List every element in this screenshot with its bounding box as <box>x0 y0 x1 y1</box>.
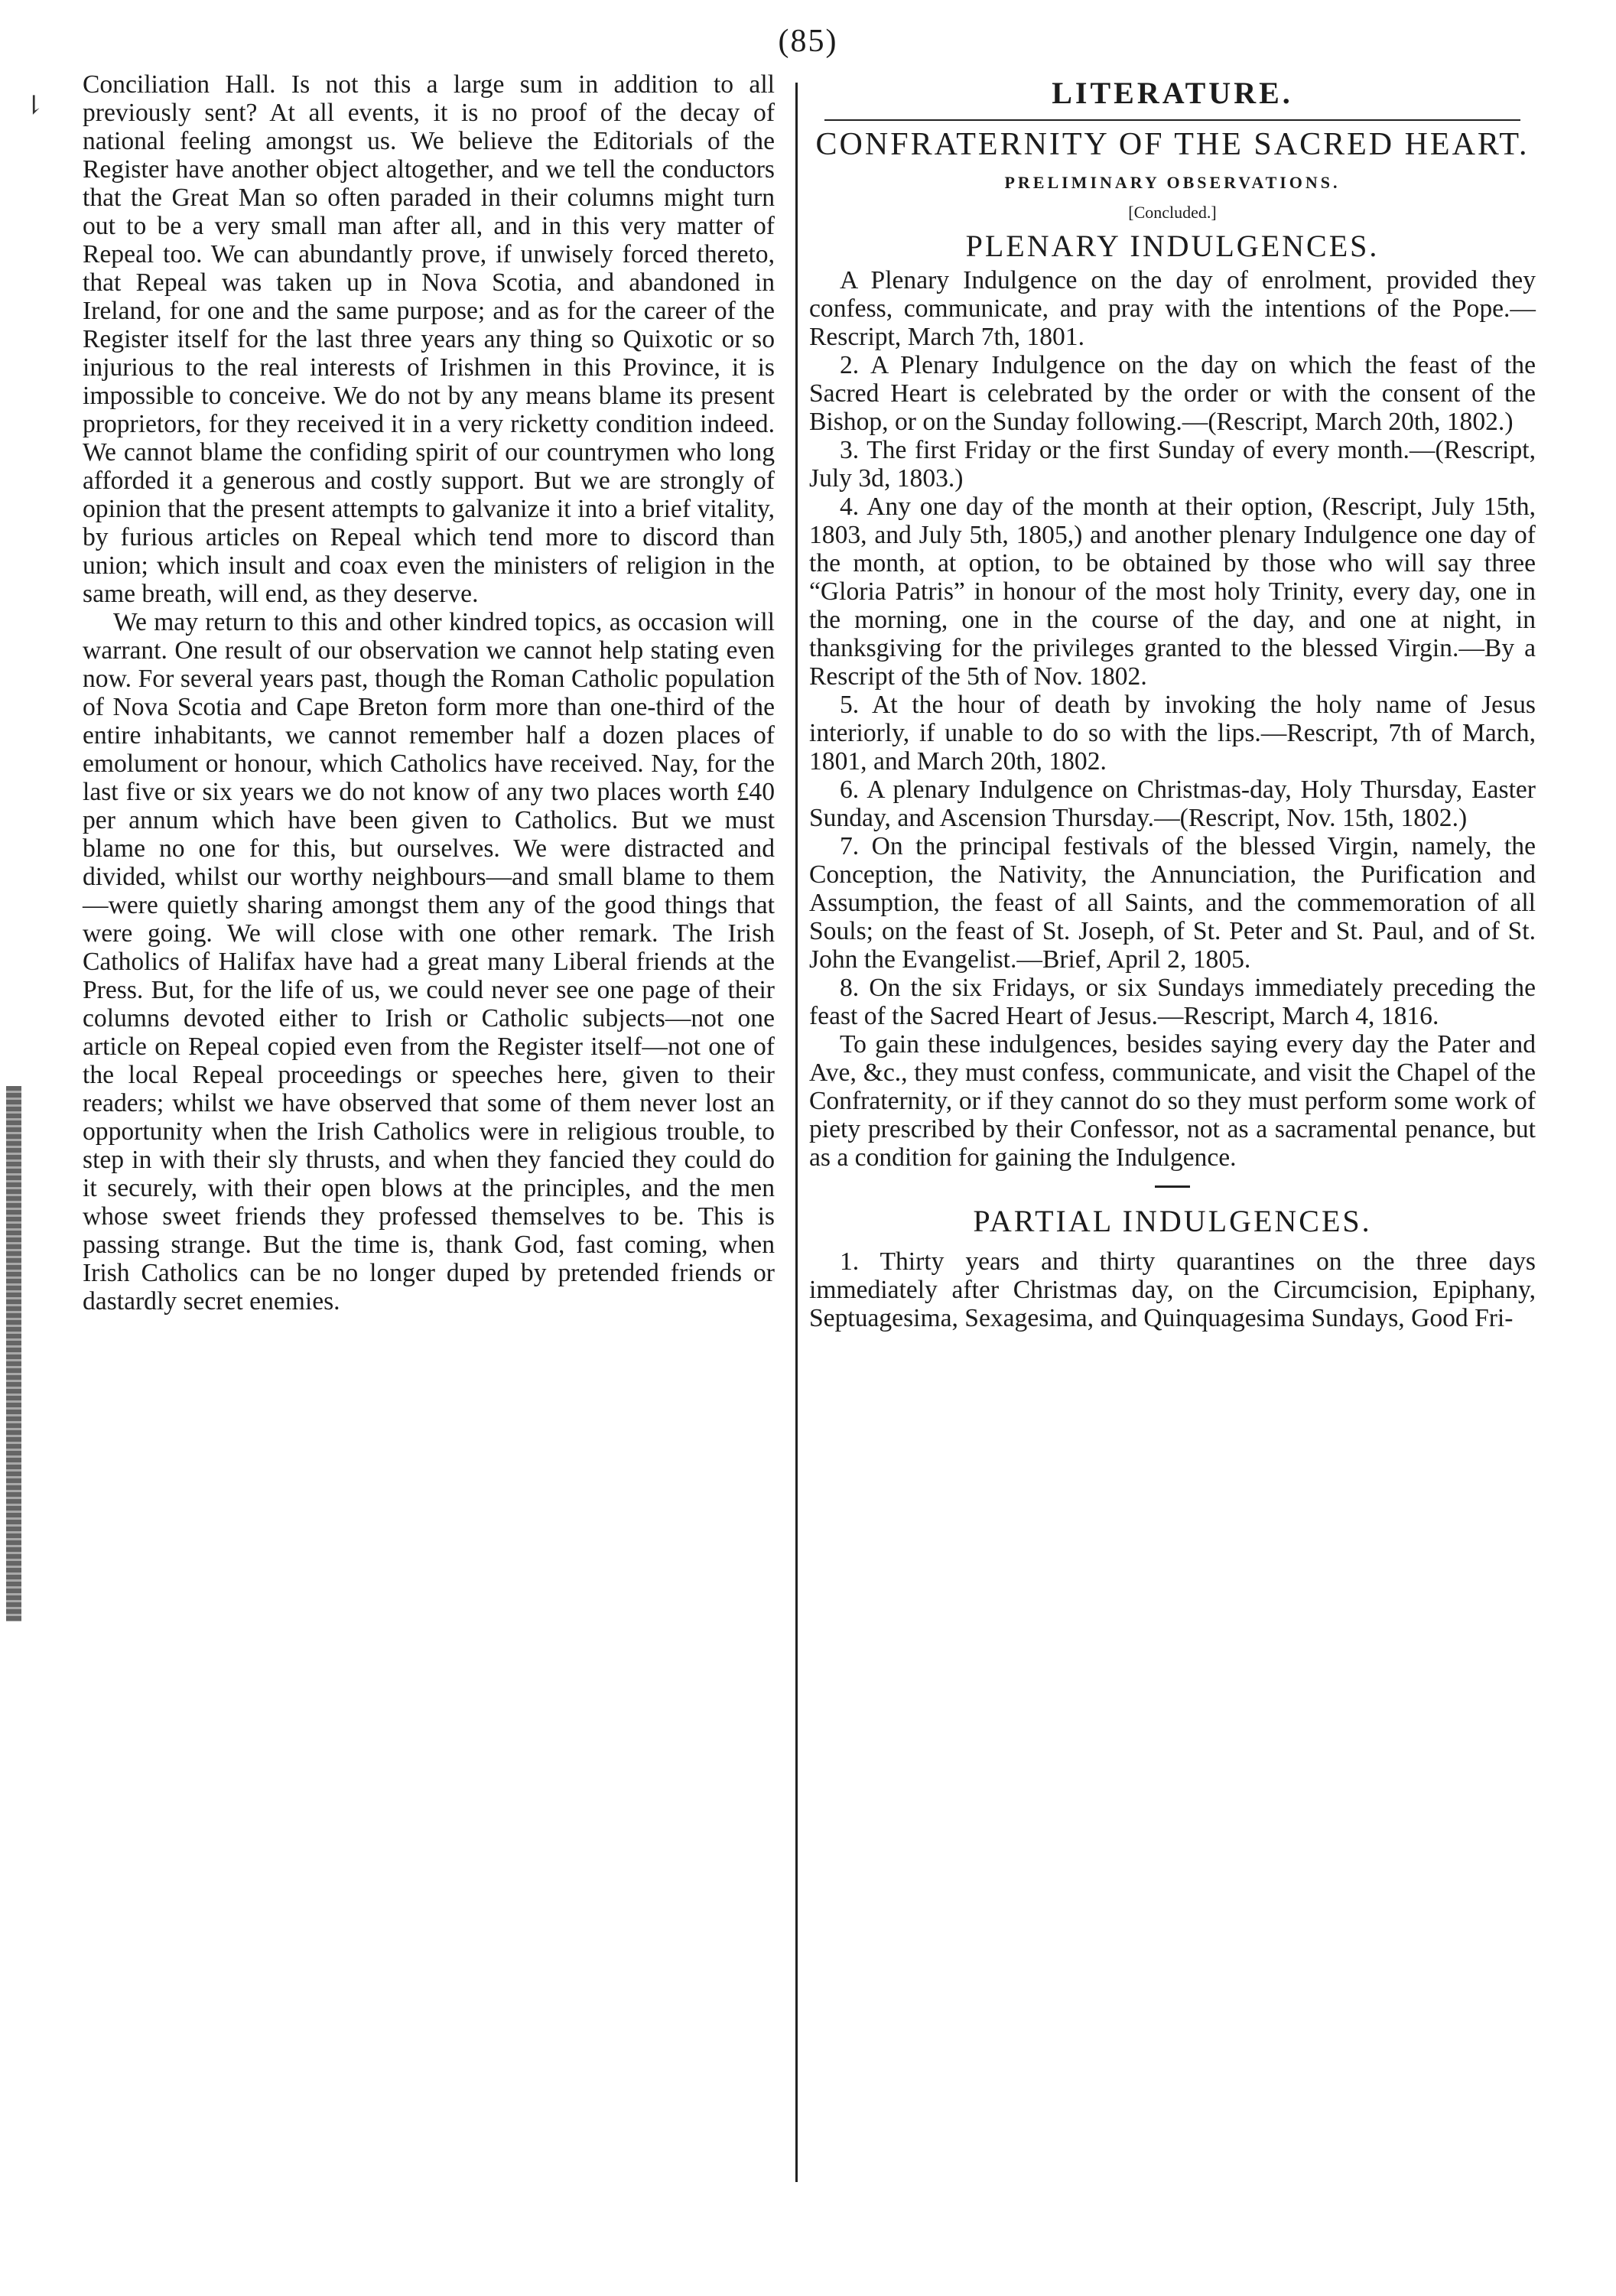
page-number: (85) <box>778 24 838 59</box>
section-heading: LITERATURE. <box>1052 76 1293 110</box>
left-paragraph: Conciliation Hall. Is not this a large sum in addition to all previously sent? At all events, it is no proof of the decay of national feeling amongst us. We believe the Editorials of the Register have another object altogether, and we tell the conductors that the Great Man so often paraded in their columns might turn out to be a very small man after all, and in this very matter of Repeal too. We can abundantly prove, if unwisely forced thereto, that Repeal was taken up in Nova Scotia, and abandoned in Ireland, for one and the same purpose; and as for the career of the Register itself for the last three years any thing so Quixotic or so injurious to the real interests of Irishmen in this Province, it is impossible to conceive. We do not by any means blame its present proprietors, for they received it in a very ricketty condition indeed. We cannot blame the confiding spirit of our countrymen who long afforded it a generous and costly support. But we are strongly of opinion that the present attempts to galvanize it into a brief vitality, by furious articles on Repeal which tend more to discord than union; which insult and coax even the ministers of religion in the same breath, will end, as they deserve. <box>83 70 775 608</box>
partial-item: 1. Thirty years and thirty quarantines on the three days immediately after Christmas day, on the Circumcision, Epiphany, Septuagesima, Sexagesima, and Quinquagesima Sundays, Good Fri- <box>809 1247 1536 1332</box>
plenary-item: 6. A plenary Indulgence on Christmas-day, Holy Thursday, Easter Sunday, and Ascension Thursday.—(Rescript, Nov. 15th, 1802.) <box>809 776 1536 832</box>
plenary-item: 5. At the hour of death by invoking the holy name of Jesus interiorly, if unable to do so with the lips.—Rescript, 7th of March, 1801, and March 20th, 1802. <box>809 691 1536 776</box>
section-divider <box>1155 1185 1190 1188</box>
right-column <box>809 70 1536 1332</box>
partial-heading: PARTIAL INDULGENCES. <box>973 1204 1372 1238</box>
plenary-item: 4. Any one day of the month at their option, (Rescript, July 15th, 1803, and July 5th, 1805,) and another plenary Indulgence one day of the month, at option, to be obtained by those who will say three “Gloria Patris” in honour of the most holy Trinity, every day, one in the morning, one in the course of the day, and one at night, in thanksgiving for the privileges granted to the blessed Virgin.—By a Rescript of the 5th of Nov. 1802. <box>809 493 1536 691</box>
left-paragraph: We may return to this and other kindred topics, as occasion will warrant. One result of our observation we cannot help stating even now. For several years past, though the Roman Catholic population of Nova Scotia and Cape Breton form more than one-third of the entire inhabitants, we cannot remember half a dozen places of emolument or honour, which Catholics have received. Nay, for the last five or six years we do not know of any two places worth £40 per annum which have been given to Catholics. But we must blame no one for this, but ourselves. We were distracted and divided, whilst our worthy neighbours—and small blame to them—were quietly sharing amongst them any of the good things that were going. We will close with one other remark. The Irish Catholics of Halifax have had a great many Liberal friends at the Press. But, for the life of us, we could never see one page of their columns devoted either to Irish or Catholic subjects—not one article on Repeal copied even from the Register itself—not one of the local Repeal proceedings or speeches here, given to their readers; whilst we have observed that some of them never lost an opportunity when the Irish Catholics were in religious trouble, to step in with their sly thrusts, and when they fancied they could do it securely, with their open blows at the principles, and the men whose sweet friends they professed themselves to be. This is passing strange. But the time is, thank God, fast coming, when Irish Catholics can be no longer duped by pretended friends or dastardly secret enemies. <box>83 608 775 1315</box>
plenary-item: A Plenary Indulgence on the day of enrolment, provided they confess, communicate, and pray with the intentions of the Pope.—Rescript, March 7th, 1801. <box>809 266 1536 351</box>
concluded-note: [Concluded.] <box>1128 203 1217 222</box>
article-subtitle: PRELIMINARY OBSERVATIONS. <box>1004 173 1341 192</box>
left-column <box>83 70 775 1315</box>
article-title: CONFRATERNITY OF THE SACRED HEART. <box>815 127 1530 162</box>
plenary-item: 3. The first Friday or the first Sunday of every month.—(Rescript, July 3d, 1803.) <box>809 436 1536 493</box>
plenary-item: 7. On the principal festivals of the blessed Virgin, namely, the Conception, the Nativity, the Annunciation, the Purification and Assumption, the feast of all Saints, and the commemoration of all Souls; on the feast of St. Joseph, of St. Peter and St. Paul, and of St. John the Evangelist.—Brief, April 2, 1805. <box>809 832 1536 974</box>
plenary-item: 2. A Plenary Indulgence on the day on which the feast of the Sacred Heart is celebrated by the order or with the consent of the Bishop, or on the Sunday following.—(Rescript, March 20th, 1802.) <box>809 351 1536 436</box>
plenary-heading: PLENARY INDULGENCES. <box>965 229 1380 263</box>
margin-tick-mark: ⇂ <box>23 92 45 120</box>
section-rule <box>824 119 1520 121</box>
plenary-item: 8. On the six Fridays, or six Sundays immediately preceding the feast of the Sacred Heart of Jesus.—Rescript, March 4, 1816. <box>809 974 1536 1030</box>
column-rule <box>795 83 798 2182</box>
plenary-item: To gain these indulgences, besides saying every day the Pater and Ave, &c., they must confess, communicate, and visit the Chapel of the Confraternity, or if they cannot do so they must perform some work of piety prescribed by their Confessor, not as a sacramental penance, but as a condition for gaining the Indulgence. <box>809 1030 1536 1172</box>
binding-mark <box>6 1086 21 1621</box>
